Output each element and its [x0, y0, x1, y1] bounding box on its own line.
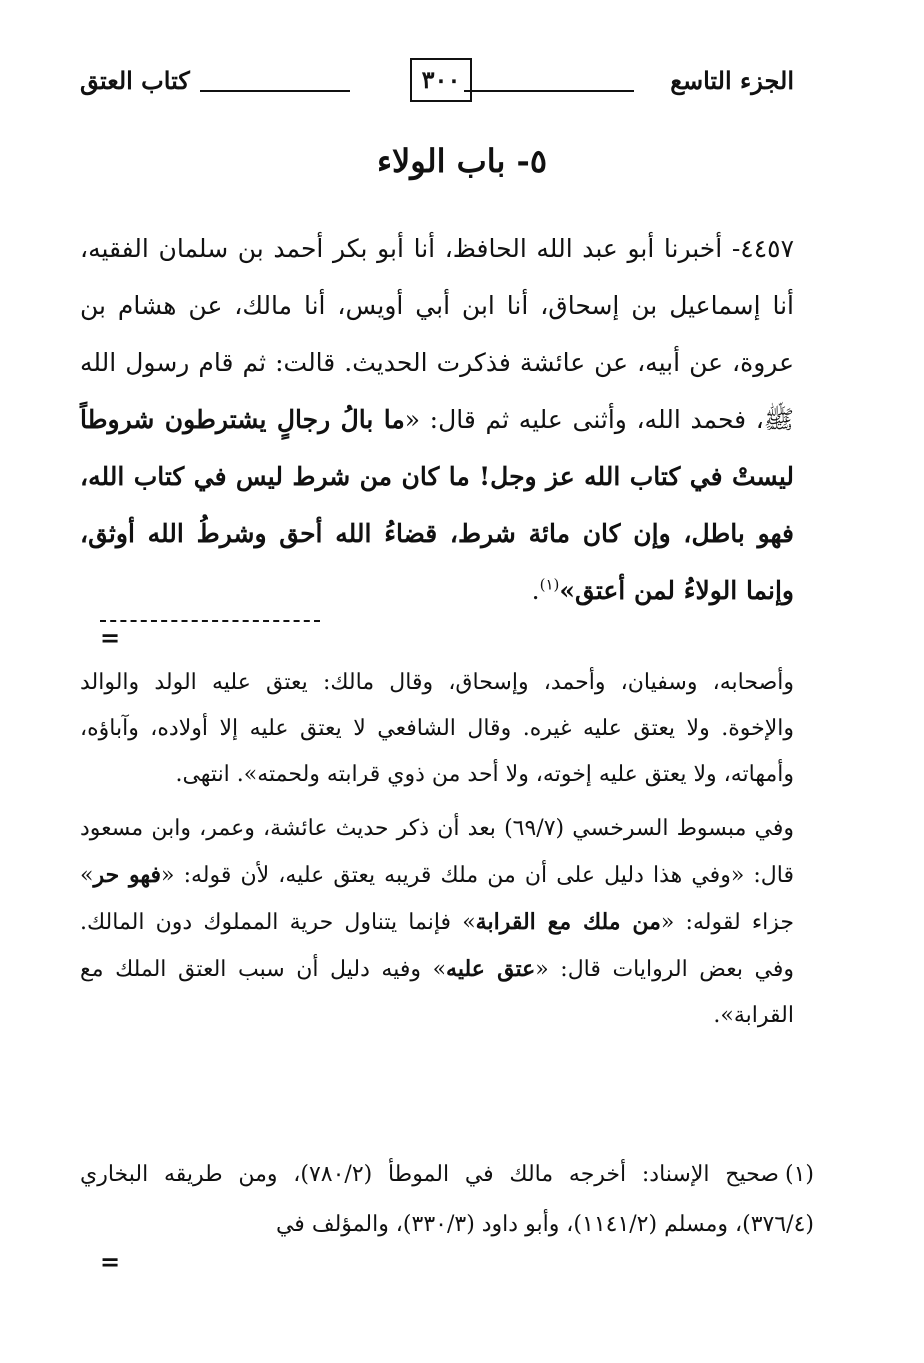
continuation-mark: =	[100, 623, 121, 652]
header-book-title: كتاب العتق	[80, 66, 190, 95]
header-part: الجزء التاسع	[670, 66, 794, 95]
commentary-paragraph-1: وأصحابه، وسفيان، وأحمد، وإسحاق، وقال مالك: يعتق عليه الولد والوالد والإخوة. ولا يعتق عليه غيره. وقال الشافعي لا يعتق عليه إلا أولاده، وآباؤه، وأمهاته، ولا يعتق عليه إخوته، ولا أحد من ذوي قرابته ولحمته». انتهى.	[80, 670, 794, 787]
footnote-continuation-mark: =	[100, 1247, 121, 1276]
hadith-matn: ما بالُ رجالٍ يشترطون شروطاً ليستْ في كتاب الله عز وجل! ما كان من شرط ليس في كتاب الله، فهو باطل، وإن كان مائة شرط، قضاءُ الله أحق وشرطُ الله أوثق، وإنما الولاءُ لمن أعتق	[80, 405, 794, 605]
running-header	[80, 58, 794, 108]
chapter-title: ٥- باب الولاء	[377, 142, 547, 180]
footnote-text: صحيح الإسناد: أخرجه مالك في الموطأ (٧٨٠/٢)، ومن طريقه البخاري (٣٧٦/٤)، ومسلم (١١٤١/٢)، وأبو داود (٣٣٠/٣)، والمؤلف في	[80, 1162, 814, 1237]
hadith-number: ٤٤٥٧-	[731, 234, 795, 263]
commentary-quote: عتق عليه	[446, 956, 536, 982]
hadith-paragraph	[80, 220, 794, 619]
header-rule-right	[464, 90, 634, 92]
footnote-number: (١)	[785, 1162, 815, 1187]
header-rule-left	[200, 90, 350, 92]
commentary-text: » فإنما يتناول حرية المملوك دون المالك. وفي بعض الروايات قال: «	[80, 910, 794, 982]
commentary-text: » جزاء لقوله: «	[80, 863, 795, 935]
commentary-block	[80, 660, 794, 1047]
commentary-text: وفي مبسوط السرخسي (٦٩/٧) بعد أن ذكر حديث عائشة، وعمر، وابن مسعود قال: «وفي هذا دليل على أن من ملك قريبه يعتق عليه، لأن قوله: «	[80, 816, 795, 888]
commentary-quote: من ملك مع القرابة	[475, 909, 661, 935]
separator-line	[100, 620, 320, 622]
footnote-paragraph	[80, 1150, 814, 1250]
hadith-close-quote: »	[559, 576, 575, 605]
hadith-text	[80, 220, 794, 619]
commentary-paragraph-2	[80, 806, 794, 1039]
page-number: ٣٠٠	[410, 58, 472, 102]
hadith-isnad: أخبرنا أبو عبد الله الحافظ، أنا أبو بكر أحمد بن سلمان الفقيه، أنا إسماعيل بن إسحاق، أنا ابن أبي أويس، أنا مالك، عن هشام بن عروة، عن أبيه، عن عائشة فذكرت الحديث. قالت: ثم قام رسول الله ﷺ، فحمد الله، وأثنى عليه ثم قال: «	[80, 234, 795, 434]
commentary-quote: فهو حر	[93, 862, 162, 888]
hadith-end: .	[531, 576, 540, 605]
footnote	[80, 1150, 814, 1250]
footnote-reference: (١)	[539, 575, 560, 594]
commentary-text: » وفيه دليل أن سبب العتق الملك مع القرابة».	[80, 957, 794, 1028]
